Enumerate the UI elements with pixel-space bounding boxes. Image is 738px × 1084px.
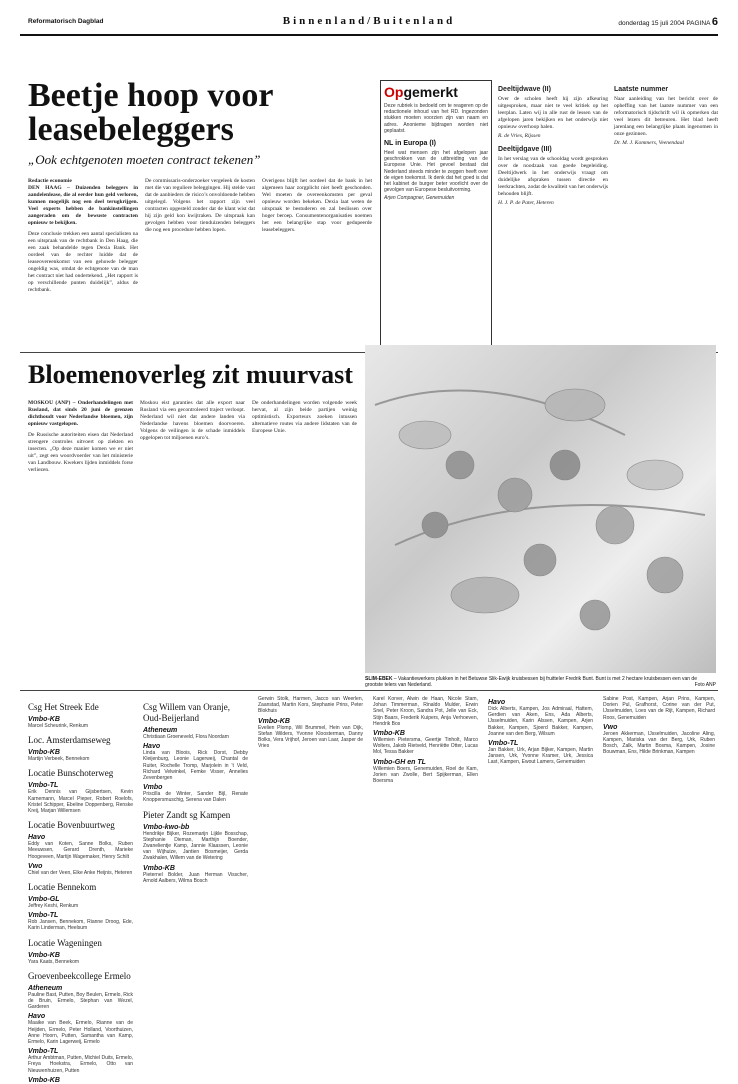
graduate-names: Hendrikje Bijker, Rozemarijn Lijkle Bosschap, Stephanie Dieman, Marthijn Boender, Zwanelientje Kamp, Jannie Klaassen, Leonie van Wijhuize, Jantien Bosmeijer, Gerda Zwakhalen, Willem van de Wetering [143,830,248,862]
exam-level: Havo [28,1013,46,1021]
graduate-names: Pieternel Bolder, Juan Herman Visscher, Arnold Aalbers, Wilma Bosch [143,871,248,884]
graduate-names: Gerwin Stolk, Harmen, Jacco van Weerlen, Zaanstad, Martin Kors, Stephanie Prins, Peter Blokhuis [258,696,363,715]
graduate-names: Evelien Plomp, Wil Brummel, Hein van Dijk, Stefan Wilders, Yvonne Kloosterman, Danny Bolks, Vera Vrijhof, Jeroen van Laar, Jasper de Vries [258,724,363,750]
caption-text: – Vakantiewerkers plukken in het Betuwse Slik-Ewijk kruisbessen bij fruitteler Fredrik Bunt. Bunt is met 2 hectare kruisbessen een van de grootste telers van Nederland. [365,676,697,688]
school-name: Loc. Amsterdamseweg [28,735,111,746]
article2-headline: Bloemenoverleg zit muurvast [28,360,353,389]
article2-lead: MOSKOU (ANP) – Onderhandelingen met Rusland, dat sinds 20 juni de grenzen dichthoudt voor Nederlandse bloemen, zijn opnieuw vastgelopen. [28,400,133,427]
exam-level: Vmbo-KB [373,730,405,738]
article2-body-3: De onderhandelingen worden volgende week hervat, al zijn beide partijen weinig optimistisch. Exporteurs zoeken intussen alternatieve routes via andere lidstaten van de Europese Unie. [252,400,357,434]
letter4-text: Naar aanleiding van het bericht over de opheffing van het laatste nummer van een reformatorisch tijdschrift wil ik opmerken dat veel lezers dit betreuren. Het blad heeft jarenlang een belangrijke plaats ingenomen in onze gezinnen. [614,96,718,137]
opgemerkt-box [380,80,492,350]
results-column-1 [28,696,133,1084]
photo-caption [365,676,716,688]
graduate-names: Pauline Bast, Putten, Boy Beulen, Ermelo, Rick de Bruin, Ermelo, Stephan van Wezel, Garderen [28,991,133,1011]
exam-level: Vmbo-KB [258,717,290,725]
letter1-text: Heel wat mensen zijn het afgelopen jaar geschrokken van de uitbreiding van de Europese Unie. Het gevoel bestaat dat Nederland steeds minder te zeggen heeft over de eigen toekomst. Ik denk dat het goed is dat het kabinet de burger beter voorlicht over de gevolgen van Europese besluitvorming. [384,150,488,194]
article2-column-3 [252,400,357,435]
exam-level: Vmbo-KB [28,951,60,959]
graduate-names: Priscilla de Winter, Sander Bijl, Renate Knoppersmuschig, Serena van Dalen [143,791,248,804]
exam-level: Atheneum [28,984,63,992]
school-name: Csg Willem van Oranje, Oud-Beijerland [143,702,230,723]
date-and-page [618,16,718,28]
school-name: Locatie Bovenbuurtweg [28,820,115,831]
exam-level: Vmbo-KB [28,749,60,757]
exam-level: Vmbo-TL [28,912,59,920]
school-name: Groevenbeekcollege Ermelo [28,970,131,981]
graduate-names: Jan Bakker, Urk, Arjan Bijker, Kampen, Martin Jansen, Urk, Yvonne Kramer, Urk, Jessica Last, Kampen, Ewout Lamers, Genemuiden [488,747,593,766]
exam-level: Vmbo [143,784,163,792]
graduate-names: Eddy van Koten, Sanne Bolks, Ruben Meeuwsen, Gerard Drenth, Marieke Hoogeveen, Martijn Wagemaker, Henry Schilt [28,841,133,860]
school-name: Locatie Wageningen [28,937,102,948]
letter2-text: Over de scholen heeft hij zijn afkeuring uitgesproken, maar niet te veel kritiek op het leerplan. Laten wij in alle rust de lessen van de afgelopen jaren bekijken en het onderwijs niet opnieuw overhoop halen. [498,96,608,130]
graduate-names: Karel Korver, Alwin de Haan, Nicole Stam, Johan Timmerman, Rinaldo Mulder, Erwin Snel, Peter Kroon, Sandra Pot, Jelle van Eck, Stijn Baars, Frederik Kuipers, Anja Verhoeven, Hendrik Bos [373,696,478,727]
exam-level: Vmbo-TL [28,1048,59,1056]
graduate-names: Martijn Verbeek, Bennekom [28,756,90,763]
results-divider [20,690,718,691]
graduate-names: Arthur Ambtman, Putten, Michiel Duits, Ermelo, Freya Hoekstra, Ermelo, Otto van Nieuwenhuizen, Putten [28,1055,133,1074]
exam-level: Vmbo-KB [28,716,60,723]
exam-level: Vmbo-TL [488,740,519,748]
letters-column-3 [614,80,718,147]
opgemerkt-logo-part1: Op [384,84,404,100]
header-rule [20,34,718,36]
graduate-names: Rob Jansen, Bennekom, Rianne Droog, Ede, Karin Linderman, Heelsum [28,919,133,932]
exam-level: Havo [488,699,506,706]
letter1-title: NL in Europa (I) [384,140,436,148]
article2-column-1 [28,400,133,474]
article1-byline: Redactie economie [28,178,72,184]
graduate-names: Jeffrey Keshi, Renkum [28,903,79,910]
exam-level: Atheneum [143,727,178,734]
opgemerkt-intro: Deze rubriek is bedoeld om te reageren op de redactionele inhoud van het RD. Ingezonden stukken moeten voorzien zijn van naam en adres. Anonieme bijdragen worden niet geplaatst. [384,103,488,134]
article1-column-3 [262,178,372,234]
letter4-signature: Dr. M. J. Kommers, Veenendaal [614,140,684,146]
graduate-names: Willemien Boers, Genemuiden, Roel de Kam, Jorien van Zwolle, Bert Spijkerman, Ellen Boersma [373,765,478,785]
graduate-names: Willemien Pietersma, Geertje Tinholt, Marco Wolters, Jakob Rietveld, Henriëtte Otter, Lucas Mol, Tessa Bakker [373,737,478,756]
exam-level: Vwo [603,723,618,731]
results-column-2 [143,696,248,884]
school-name: Locatie Bennekom [28,882,97,893]
results-column-3 [258,696,363,749]
school-name: Pieter Zandt sg Kampen [143,809,231,820]
page-number: 6 [711,16,718,28]
article2-body-1: De Russische autoriteiten eisen dat Nederland strengere controles uitvoert op ziekten en insecten. „Op deze manier komen we er niet uit”, zegt een woordvoerder van het ministerie van Landbouw. Kwekers lijden inmiddels forse verliezen. [28,432,133,473]
exam-level: Havo [143,743,161,751]
school-name: Locatie Bunschoterweg [28,768,114,779]
opgemerkt-logo-part2: gemerkt [403,84,458,100]
section-title: Binnenland/Buitenland [282,15,456,27]
graduate-names: Sabine Post, Kampen, Arjan Prins, Kampen, Dorien Pul, Grafhorst, Corine van der Put, IJsselmuiden, Loes van de Rijt, Kampen, Richard Roos, Genemuiden [603,696,715,721]
gooseberry-photo-art [365,345,716,673]
letters-column-2 [498,80,608,207]
graduate-names: Dick Alberts, Kampen, Jos Admiraal, Hattem, Gerdien van Aken, Ens, Ada Alberts, IJsselmuiden, Karin Alssen, Kampen, Arjen Bakker, Kampen, Sjoerd Bakker, Kampen, Joanne van den Berg, Wilsum [488,706,593,737]
results-column-6 [603,696,715,756]
graduate-names: Marcel Scheurink, Renkum [28,723,89,729]
caption-label: SLIM-EBEK [365,676,393,682]
graduate-names: Chiel van der Veen, Elke Anke Heijnis, Heteren [28,869,133,876]
results-column-5 [488,696,593,766]
article-kicker: „Ook echtgenoten moeten contract tekenen” [28,152,261,167]
graduate-names: Erik Dennis van Gijsbertsen, Kevin Karnemann, Marcel Pieper, Robert Roelofs, Kristel Schipper, Ebeline Doppenberg, Renske Kreij, Marjan Willemsen [28,789,133,815]
exam-level: Vmbo-kwo-bb [143,823,190,831]
letter1-signature: Arjen Compagner, Genemuiden [384,195,455,202]
article2-column-2 [140,400,245,442]
exam-level: Vmbo-GL [28,896,60,904]
graduate-names: Maaike van Beek, Ermelo, Rianne van de Heijden, Ermelo, Peter Holland, Voorthuizen, Anne Hoorn, Putten, Samantha van Kamp, Ermelo, Karin Lagerweij, Ermelo [28,1020,133,1046]
exam-level: Havo [28,834,46,842]
article1-column-2 [145,178,255,234]
results-column-4 [373,696,478,784]
article2-body-2: Moskou eist garanties dat alle export naar Rusland via een gecontroleerd traject verloopt. Nederland wil niet dat andere landen via Nederlandse havens bloemen doorvoeren. Volgens de veilingen is de schade inmiddels opgelopen tot miljoenen euro’s. [140,400,245,441]
letter3-signature: H. J. P. de Pater, Heteren [498,200,554,206]
photo-credit: Foto ANP [694,682,716,688]
school-name: Csg Het Streek Ede [28,702,99,712]
article1-body-2: De commissaris-onderzoeker vergeleek de kosten met die van reguliere beleggingen. Hij stelde vast dat de aanbieders de risico’s onvoldoende hebben uitgelegd. Volgens het rapport zijn veel contracten opgesteld zonder dat de klant wist dat hij zijn geld kon kwijtraken. De uitspraak kan gevolgen hebben voor tienduizenden beleggers die nog een procedure hebben lopen. [145,178,255,233]
letter3-text: In het verslag van de schooldag wordt gesproken over de noodzaak van goede begeleiding. Deeltijdwerk in het onderwijs vraagt om duidelijke afspraken tussen directie en leerkrachten, zodat de kwaliteit van het onderwijs behouden blijft. [498,156,608,197]
graduate-names: Jeroen Akkerman, IJsselmuiden, Jacoline Aling, Kampen, Mariska van der Berg, Urk, Ruben Bosch, Zalk, Martin Bosma, Kampen, Josine Bouwman, Ens, Hilde Brinkman, Kampen [603,730,715,756]
article-headline: Beetje hoop voor leasebeleggers [28,77,273,148]
page-label: PAGINA [686,20,711,27]
exam-level: Vwo [28,862,43,870]
opgemerkt-logo [384,84,488,100]
graduate-names: Yara Kaats, Bennekom [28,958,80,965]
issue-date: donderdag 15 juli 2004 [618,20,685,27]
letter4-title: Laatste nummer [614,86,669,93]
article1-lead: DEN HAAG – Duizenden beleggers in aandelenlease, die al eerder hun geld verloren, kunnen mogelijk nog een deel terugkrijgen. Veel experts hebben de bankinstellingen aangeraden om de bewuste contracten opnieuw te bekijken. [28,185,138,226]
letter3-title: Deeltijdgave (III) [498,146,552,153]
letter2-title: Deeltijdwave (II) [498,86,551,93]
newspaper-name: Reformatorisch Dagblad [28,18,104,25]
exam-level: Vmbo-TL [28,782,59,790]
graduate-names: Linda van Bloois, Rick Dorst, Debby Kleijenburg, Leonie Lagerweij, Chantal de Ruiter, Rochelle Tromp, Marjolein in 't Veld, Richard Velwinkel, Femke Visser, Annelies Zevenbergen [143,750,248,782]
article1-body-3: Overigens blijft het oordeel dat de bank in het algemeen haar zorgplicht niet heeft geschonden. Wel moeten de overeenkomsten per geval opnieuw worden bekeken. Dexia laat weten de uitspraak te bestuderen en zal beslissen over hoger beroep. Consumentenorganisaties noemen het een belangrijke stap voor gedupeerde leasebeleggers. [262,178,372,233]
exam-level: Vmbo-KB [143,864,175,872]
graduate-names: Christiaan Groeneveld, Flora Noordam [143,734,229,740]
article1-body-1: Deze conclusie trekken een aantal specialisten na een uitspraak van de rechtbank in Den Haag, die een zaak behandelde tegen Dexia Bank. Het oordeel van de rechter luidde dat de leaseovereenkomst van een gehuwde belegger ongeldig was, omdat de echtgenote van de man het contract niet had ondertekend. „Het rapport is op verschillende punten duidelijk”, aldus de rechtbank. [28,231,138,293]
exam-level: Vmbo-GH en TL [373,758,426,766]
letter2-signature: R. de Vries, Rijssen [498,133,541,139]
article1-column-1 [28,178,138,294]
exam-level: Vmbo-KB [28,1076,60,1084]
gooseberry-photo [365,345,716,673]
